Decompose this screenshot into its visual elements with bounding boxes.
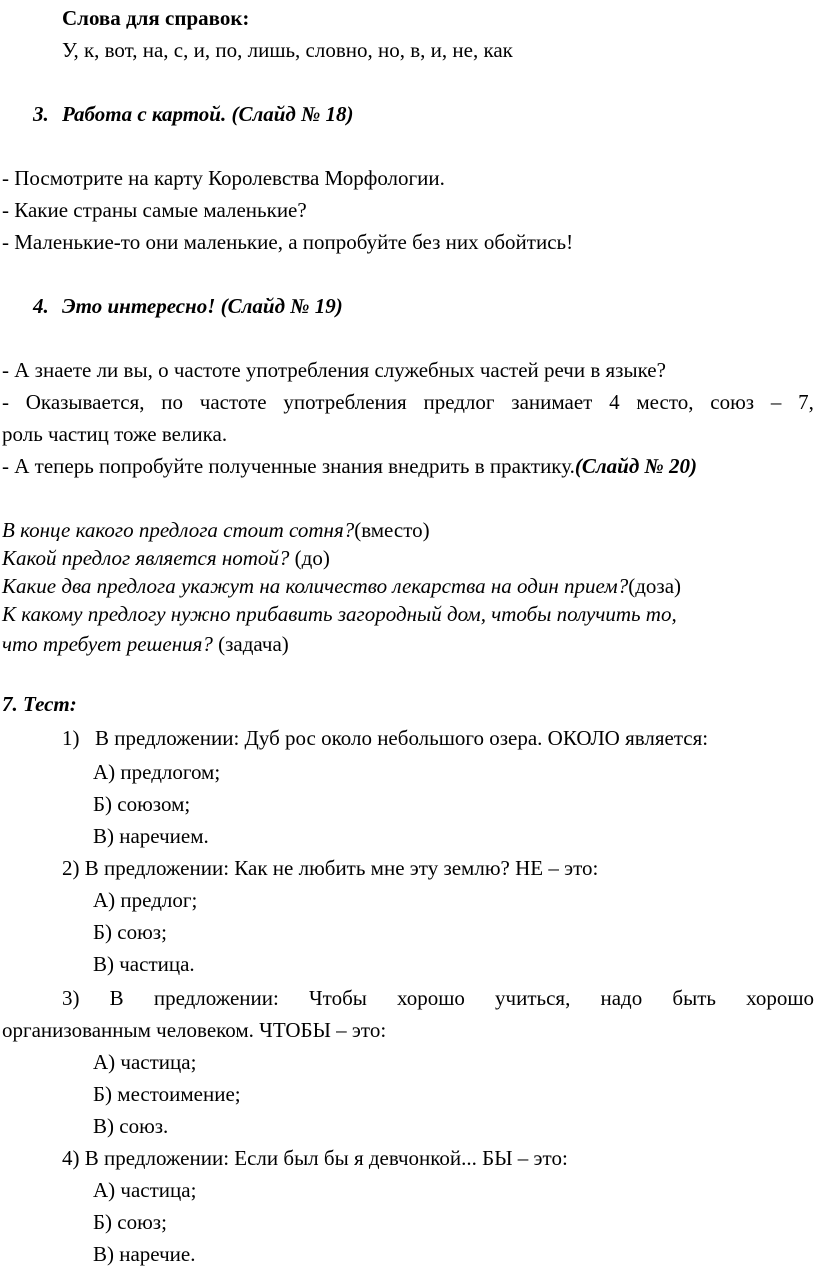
word: по xyxy=(161,390,184,414)
q1-text: В предложении: Дуб рос около небольшого озера. ОКОЛО является: xyxy=(95,726,709,750)
riddle-question: Какие два предлога укажут на количество лекарства на один прием? xyxy=(2,574,629,598)
word: 7, xyxy=(798,390,814,414)
section3-number: 3. xyxy=(33,102,49,126)
q4-option-c: В) наречие. xyxy=(93,1242,196,1266)
word: частоте xyxy=(199,390,267,414)
q2-option-c: В) частица. xyxy=(93,952,195,976)
section4-line-4-text: - А теперь попробуйте полученные знания внедрить в практику. xyxy=(2,454,575,478)
reference-heading: Слова для справок: xyxy=(62,6,250,30)
section4-number: 4. xyxy=(33,294,49,318)
word: занимает xyxy=(511,390,593,414)
q2-option-a: А) предлог; xyxy=(93,888,198,912)
word: предложении: xyxy=(153,986,279,1010)
riddle-4 xyxy=(2,604,677,625)
q1-option-a: А) предлогом; xyxy=(93,760,221,784)
word: учиться, xyxy=(495,986,571,1010)
section3-title: Работа с картой. (Слайд № 18) xyxy=(62,102,354,126)
section4-title: Это интересно! (Слайд № 19) xyxy=(62,294,343,318)
section4-line-4 xyxy=(2,456,697,477)
word: хорошо xyxy=(397,986,465,1010)
q2-option-b: Б) союз; xyxy=(93,920,167,944)
word: Чтобы xyxy=(309,986,367,1010)
word: 3) xyxy=(62,986,80,1010)
section4-line-1: - А знаете ли вы, о частоте употребления служебных частей речи в языке? xyxy=(2,358,666,382)
q4-option-a: А) частица; xyxy=(93,1178,197,1202)
word: хорошо xyxy=(746,986,814,1010)
riddle-answer: (до) xyxy=(289,546,330,570)
word: надо xyxy=(600,986,643,1010)
word: – xyxy=(770,390,782,414)
q3-option-b: Б) местоимение; xyxy=(93,1082,241,1106)
section3-line-2: - Какие страны самые маленькие? xyxy=(2,198,307,222)
q1-option-c: В) наречием. xyxy=(93,824,209,848)
word: употребления xyxy=(283,390,407,414)
riddle-3 xyxy=(2,576,681,597)
word: быть xyxy=(672,986,716,1010)
word: союз xyxy=(710,390,755,414)
section3-line-1: - Посмотрите на карту Королевства Морфологии. xyxy=(2,166,445,190)
riddle-question: К какому предлогу нужно прибавить загородный дом, чтобы получить то, xyxy=(2,602,677,626)
word: место, xyxy=(636,390,694,414)
section4-line-2 xyxy=(2,392,814,413)
riddle-answer: (задача) xyxy=(212,632,289,656)
riddle-1 xyxy=(2,520,430,541)
q3-option-a: А) частица; xyxy=(93,1050,197,1074)
section4-line-3: роль частиц тоже велика. xyxy=(2,422,228,446)
q3-option-c: В) союз. xyxy=(93,1114,169,1138)
section4-slide-ref: (Слайд № 20) xyxy=(574,454,697,478)
q2-text: 2) В предложении: Как не любить мне эту землю? НЕ – это: xyxy=(62,856,599,880)
word: В xyxy=(109,986,124,1010)
riddle-5 xyxy=(2,634,289,655)
riddle-2 xyxy=(2,548,330,569)
test-heading: 7. Тест: xyxy=(2,692,77,716)
q1-number: 1) xyxy=(62,726,80,750)
riddle-answer: (доза) xyxy=(628,574,682,598)
section3-line-3: - Маленькие-то они маленькие, а попробуйте без них обойтись! xyxy=(2,230,574,254)
word: - xyxy=(2,390,9,414)
q3-line-1 xyxy=(62,988,814,1009)
riddle-question: что требует решения? xyxy=(2,632,213,656)
reference-words: У, к, вот, на, с, и, по, лишь, словно, но, в, и, не, как xyxy=(62,38,513,62)
q3-line-2: организованным человеком. ЧТОБЫ – это: xyxy=(2,1018,387,1042)
word: Оказывается, xyxy=(25,390,145,414)
riddle-question: Какой предлог является нотой? xyxy=(2,546,290,570)
word: предлог xyxy=(423,390,495,414)
q4-text: 4) В предложении: Если был бы я девчонкой... БЫ – это: xyxy=(62,1146,568,1170)
riddle-answer: (вместо) xyxy=(354,518,430,542)
q1-option-b: Б) союзом; xyxy=(93,792,191,816)
word: 4 xyxy=(609,390,620,414)
q4-option-b: Б) союз; xyxy=(93,1210,167,1234)
riddle-question: В конце какого предлога стоит сотня? xyxy=(2,518,355,542)
